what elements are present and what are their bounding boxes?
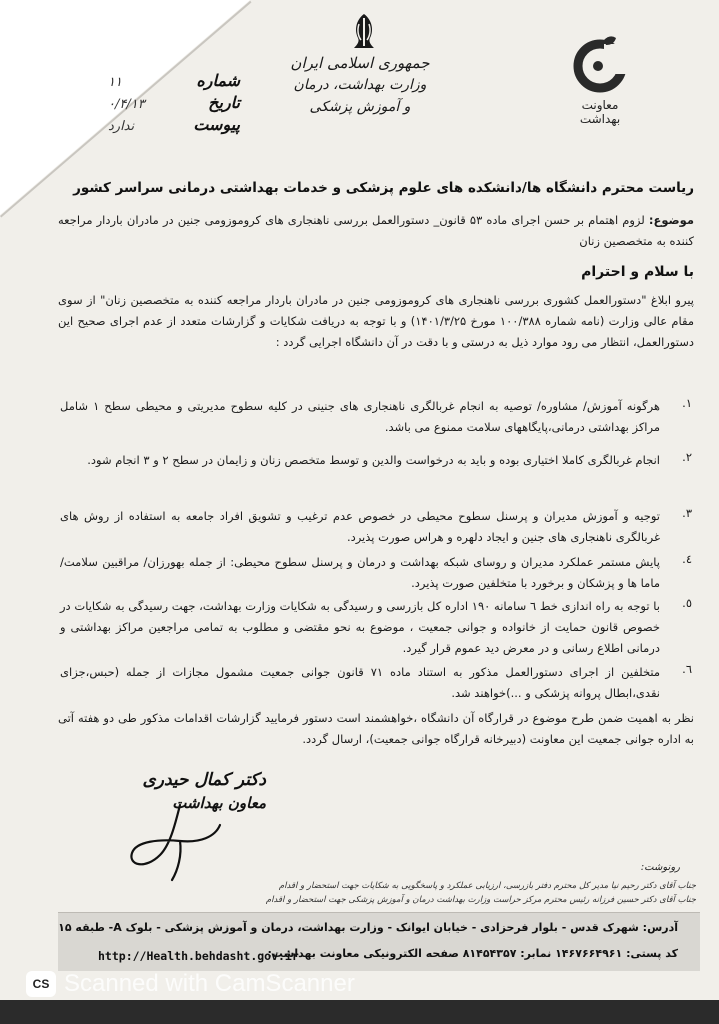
signatory-name: دکتر کمال حیدری xyxy=(142,770,266,790)
scan-bottom-strip xyxy=(0,1000,719,1024)
intro-paragraph: پیرو ابلاغ "دستورالعمل کشوری بررسی ناهنجاری های کروموزومی جنین در مادران باردار مراجعه کننده به متخصصین زنان" از سوی مقام عالی وزارت (نامه شماره ۱۰۰/۳۸۸ مورخ ۱۴۰۱/۳/۲۵) و با توجه به دریافت شکایات و گزارشات متعدد از عدم اجرای صحیح این دستورالعمل، انتظار می رود موارد ذیل به درستی و با دقت در آن دانشگاه اجرایی گردد : xyxy=(58,293,694,349)
country-name: جمهوری اسلامی ایران xyxy=(290,54,430,72)
closing-paragraph: نظر به اهمیت ضمن طرح موضوع در قرارگاه آن دانشگاه ،خواهشمند است دستور فرمایید گزارشات اقدامات مذکور طی دو هفته آتی به اداره جوانی جمعیت این معاونت (دبیرخانه قرارگاه جوانی جمعیت)، ارسال گردد. xyxy=(58,711,694,746)
ministry-header xyxy=(290,52,430,118)
camscanner-watermark xyxy=(26,966,355,1002)
item-number: ۳. xyxy=(682,506,692,520)
handwritten-signature xyxy=(120,795,230,885)
list-item: هرگونه آموزش/ مشاوره/ توصیه به انجام غربالگری ناهنجاری های جنینی در کلیه سطوح مدیریتی و محیطی سطح ۱ شامل مراکز بهداشتی درمانی،پایگاههای سلامت ممنوع می باشد. xyxy=(60,399,660,434)
attachment-label: پیوست xyxy=(193,115,240,134)
subject-label: موضوع: xyxy=(648,213,694,227)
camscanner-text: Scanned with CamScanner xyxy=(64,970,355,997)
signatory-title: معاون بهداشت xyxy=(172,794,266,812)
list-item: انجام غربالگری کاملا اختیاری بوده و باید به درخواست والدین و توسط متخصص زنان و زایمان در سطح ۲ و ۳ انجام شود. xyxy=(87,453,660,467)
footer-url: http://Health.behdasht.gov.ir xyxy=(98,949,299,963)
list-item: با توجه به راه اندازی خط ٦ سامانه ۱۹۰ اداره کل بازرسی و رسیدگی به شکایات وزارت بهداشت، جهت رسیدگی به شکایات در خصوص قانون حمایت از خانواده و جوانی جمعیت ، موضوع به نحو مقتضی و مطلوب به تمامی مراجعین مراکز بهداشتی و درمانی اطلاع رسانی و در معرض دید عموم قرار گیرد. xyxy=(60,599,660,655)
health-deputy-logo xyxy=(560,30,640,126)
footer-postal: کد پستی: ۱۴۶۷۶۶۴۹۶۱ نمابر: ۸۱۴۵۴۳۵۷ صفحه الکترونیکی معاونت بهداشت: xyxy=(267,947,678,960)
attachment-value: ندارد xyxy=(108,119,135,134)
cc-label: رونوشت: xyxy=(640,862,680,873)
item-number: ٦. xyxy=(682,662,692,676)
item-number: ۲. xyxy=(682,450,692,464)
item-number: ٥. xyxy=(682,596,692,610)
logo-caption: معاونت بهداشت xyxy=(579,98,621,126)
cc-line: جناب آقای دکتر رحیم نیا مدیر کل محترم دفتر بازرسی، ارزیابی عملکرد و پاسخگویی به شکایات جهت استحضار و اقدام xyxy=(278,881,696,891)
subject-block xyxy=(58,210,694,252)
list-item: توجیه و آموزش مدیران و پرسنل سطوح محیطی در خصوص عدم ترغیب و تشویق افراد جامعه به استفاده از روش های غربالگری ناهنجاری های جنین و ایجاد دلهره و هراس صورت پذیرد. xyxy=(60,509,660,544)
cc-line: جناب آقای دکتر حسین فرزانه رئیس محترم مرکز حراست وزارت بهداشت درمان و آموزش پزشکی جهت استحضار و اقدام xyxy=(265,895,696,905)
greeting: با سلام و احترام xyxy=(581,264,694,280)
camscanner-logo-icon: CS xyxy=(26,971,56,997)
ministry-name: وزارت بهداشت، درمان و آموزش پزشکی xyxy=(293,77,427,115)
item-number: ۱. xyxy=(682,396,692,410)
number-value: ۱۱ xyxy=(108,75,122,90)
date-value: ۰/۴/۱۳ xyxy=(108,97,145,112)
item-number: ٤. xyxy=(682,552,692,566)
pomegranate-logo-icon xyxy=(568,30,632,94)
iran-emblem-icon xyxy=(346,12,382,52)
list-item: متخلفین از اجرای دستورالعمل مذکور به استناد ماده ۷۱ قانون جوانی جمعیت مشمول مجازات از جمله (حبس،جزای نقدی،ابطال پروانه پزشکی و ...)خواهند شد. xyxy=(60,665,660,700)
date-label: تاریخ xyxy=(208,93,240,112)
letter-footer xyxy=(58,912,700,971)
number-label: شماره xyxy=(196,71,240,90)
addressee: ریاست محترم دانشگاه ها/دانشکده های علوم پزشکی و خدمات بهداشتی درمانی سراسر کشور xyxy=(73,180,694,196)
subject-text: لزوم اهتمام بر حسن اجرای ماده ۵۳ قانون_ دستورالعمل بررسی ناهنجاری های کروموزومی جنین در مادران باردار مراجعه کننده به متخصصین زنان xyxy=(58,213,694,248)
footer-address: آدرس: شهرک قدس - بلوار فرحزادی - خیابان ایوانک - وزارت بهداشت، درمان و آموزش پزشکی - بلوک A- طبقه ۱۵ xyxy=(58,921,678,934)
letter-meta-values xyxy=(108,72,178,138)
list-item: پایش مستمر عملکرد مدیران و روسای شبکه بهداشت و درمان و پرسنل سطوح محیطی: از جمله بهورزان/ مراقبین سلامت/ ماما ها و پزشکان و برخورد با متخلفین صورت پذیرد. xyxy=(60,555,660,590)
